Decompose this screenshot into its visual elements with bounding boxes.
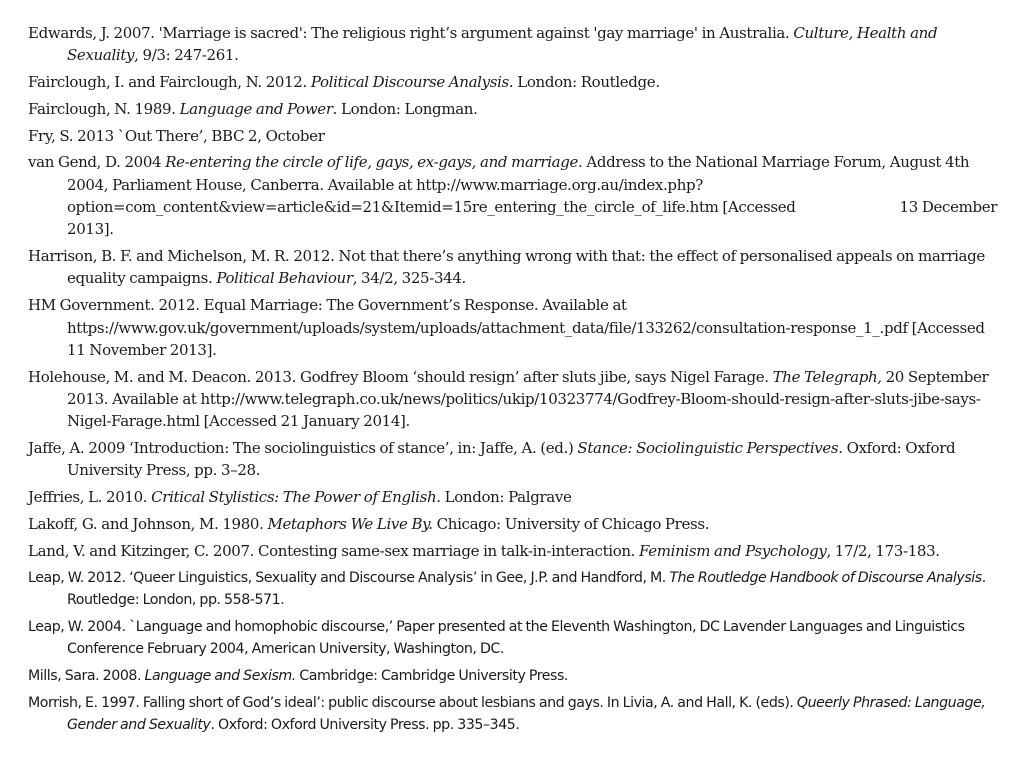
reference-entry bbox=[28, 486, 1000, 508]
reference-entry bbox=[28, 151, 1000, 240]
reference-list bbox=[28, 22, 1000, 741]
reference-text: Address to the National Marriage Forum, August 4th 2004, Parliament House, Canberra. Available at http://www.marriage.org.au/index.php?option=com_content&view=article&id=21&Itemid=15re_entering_the_circle_of_life.htm [Accessed bbox=[67, 153, 970, 217]
reference-text: Holehouse, M. and M. Deacon. 2013. Godfrey Bloom ‘should resign’ after sluts jibe, says Nigel Farage. bbox=[28, 367, 773, 386]
reference-text: Fairclough, I. and Fairclough, N. 2012. bbox=[28, 73, 311, 92]
reference-text: London: Routledge. bbox=[513, 73, 660, 92]
reference-text: Morrish, E. 1997. Falling short of God’s ideal’: public discourse about lesbians and gays. In Livia, A. and Hall, K. (eds). bbox=[28, 694, 797, 711]
reference-text: Jaffe, A. 2009 ‘Introduction: The sociolinguistics of stance’, in: Jaffe, A. (ed.) bbox=[28, 439, 578, 458]
reference-text: Leap, W. 2004. `Language and homophobic discourse,’ Paper presented at the Eleventh Washington, DC Lavender Languages and Linguistics Conference February 2004, American University, Washington, DC. bbox=[28, 618, 965, 657]
reference-text: , 34/2, 325-344. bbox=[352, 269, 466, 288]
reference-entry bbox=[28, 98, 1000, 120]
reference-text: van Gend, D. 2004 bbox=[28, 153, 166, 172]
reference-title: Critical Stylistics: The Power of English. bbox=[151, 488, 441, 507]
reference-text: Fairclough, N. 1989. bbox=[28, 99, 180, 118]
reference-text: . Oxford: Oxford University Press. pp. 335–345. bbox=[210, 716, 520, 733]
reference-text: HM Government. 2012. Equal Marriage: The Government’s Response. Available at https://www.gov.uk/government/uploads/system/uploads/attachment_data/file/133262/consultation-response_1_.pdf [Accessed 11 November 2013]. bbox=[28, 296, 985, 359]
reference-title: Language and Sexism. bbox=[144, 667, 296, 684]
reference-text: Lakoff, G. and Johnson, M. 1980. bbox=[28, 514, 268, 533]
reference-entry bbox=[28, 616, 1000, 661]
reference-text: Chicago: University of Chicago Press. bbox=[432, 514, 710, 533]
reference-text: Cambridge: Cambridge University Press. bbox=[295, 667, 568, 684]
reference-text: . London: Longman. bbox=[332, 99, 478, 118]
reference-entry bbox=[28, 125, 1000, 147]
reference-text: Harrison, B. F. and Michelson, M. R. 2012. Not that there’s anything wrong with that: the effect of personalised appeals on marriage equality campaigns. bbox=[28, 247, 985, 288]
reference-entry bbox=[28, 540, 1000, 562]
reference-title: Re-entering the circle of life, gays, ex-gays, and marriage. bbox=[165, 153, 583, 172]
reference-title: Political Discourse Analysis. bbox=[310, 73, 514, 92]
reference-entry bbox=[28, 513, 1000, 535]
reference-title: Political Behaviour bbox=[216, 269, 353, 288]
reference-text: 13 December 2013]. bbox=[67, 198, 998, 239]
reference-text: London: Palgrave bbox=[440, 488, 572, 507]
reference-text: Mills, Sara. 2008. bbox=[28, 667, 145, 684]
reference-entry bbox=[28, 665, 1000, 687]
reference-text: Land, V. and Kitzinger, C. 2007. Contesting same-sex marriage in talk-in-interaction. bbox=[28, 541, 640, 560]
reference-entry bbox=[28, 22, 1000, 67]
reference-text: Jeffries, L. 2010. bbox=[28, 488, 152, 507]
reference-text: Leap, W. 2012. ‘Queer Linguistics, Sexuality and Discourse Analysis’ in Gee, J.P. and Handford, M. bbox=[28, 569, 670, 586]
reference-title: Queerly Phrased: Language, Gender and Sexuality bbox=[67, 694, 986, 733]
reference-entry bbox=[28, 692, 1000, 737]
reference-entry bbox=[28, 294, 1000, 361]
reference-title: Language and Power bbox=[179, 99, 333, 118]
reference-entry bbox=[28, 245, 1000, 290]
reference-title: Stance: Sociolinguistic Perspectives. bbox=[577, 439, 843, 458]
reference-text: . Routledge: London, pp. 558-571. bbox=[67, 569, 986, 608]
reference-title: The Telegraph, bbox=[772, 367, 882, 386]
reference-title: Metaphors We Live By. bbox=[267, 514, 433, 533]
reference-text: , 17/2, 173-183. bbox=[826, 541, 940, 560]
reference-text: 20 September 2013. Available at http://www.telegraph.co.uk/news/politics/ukip/10323774/Godfrey-Bloom-should-resign-after-sluts-jibe-says-Nigel-Farage.html [Accessed 21 January 2014]. bbox=[67, 367, 989, 431]
reference-entry bbox=[28, 567, 1000, 612]
reference-title: The Routledge Handbook of Discourse Analysis bbox=[669, 569, 982, 586]
reference-entry bbox=[28, 71, 1000, 93]
reference-title: Feminism and Psychology bbox=[639, 541, 827, 560]
reference-text: Oxford: Oxford University Press, pp. 3–28. bbox=[67, 439, 956, 480]
reference-entry bbox=[28, 366, 1000, 433]
reference-text: Edwards, J. 2007. 'Marriage is sacred': The religious right’s argument against 'gay marriage' in Australia. bbox=[28, 24, 794, 42]
reference-text: Fry, S. 2013 `Out There’, BBC 2, October bbox=[28, 126, 325, 145]
reference-text: , 9/3: 247-261. bbox=[134, 46, 239, 65]
reference-title: Culture, Health and Sexuality bbox=[67, 24, 938, 65]
reference-entry bbox=[28, 437, 1000, 482]
